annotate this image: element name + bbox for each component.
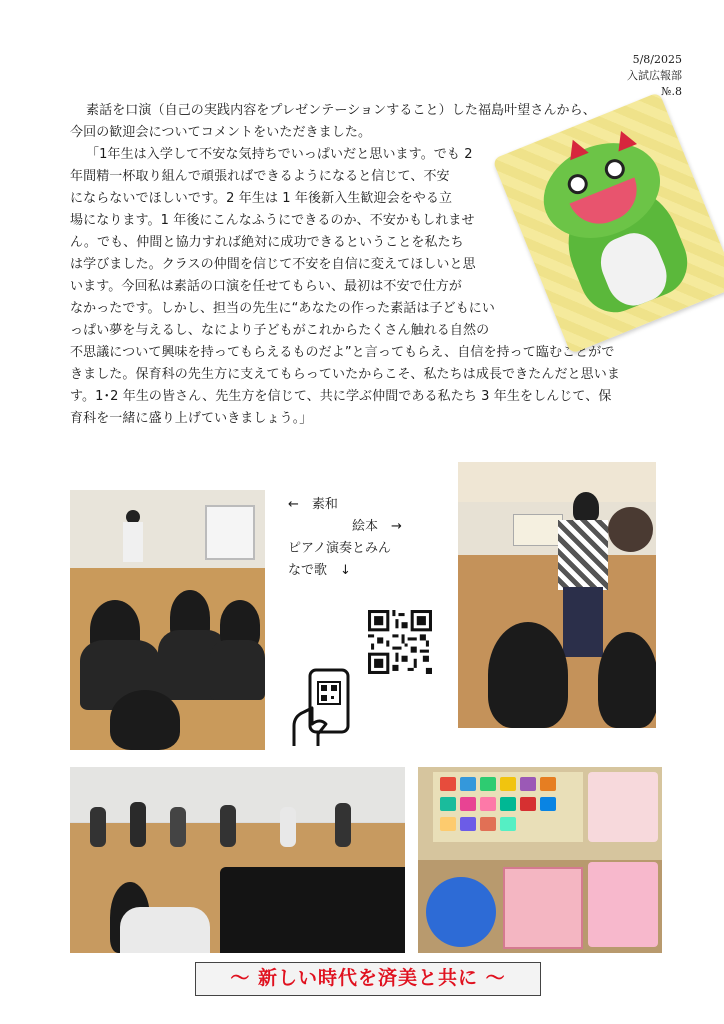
reader-hair <box>573 492 599 522</box>
slogan-banner: ～ 新しい時代を済美と共に ～ <box>195 962 541 996</box>
article-line: きました。保育科の先生方に支えてもらっていたからこそ、私たちは成長できたんだと思いま <box>70 367 620 382</box>
felt-book <box>588 862 658 947</box>
felt-patch <box>500 797 516 811</box>
article-line: 今回の歓迎会についてコメントをいただきました。 <box>70 125 372 140</box>
issue-number: №.8 <box>661 85 682 98</box>
qr-code-icon[interactable] <box>368 610 432 674</box>
felt-patch <box>500 817 516 831</box>
felt-patch <box>480 797 496 811</box>
phone-scan-icon <box>288 668 358 748</box>
felt-patch <box>540 777 556 791</box>
photo-wall <box>70 767 405 822</box>
photo-piano-singing <box>70 767 405 953</box>
caption-line: ← 素和 <box>288 497 338 512</box>
article-line: ん。でも、仲間と協力すれば絶対に成功できるということを私たち <box>70 235 464 250</box>
felt-patch <box>480 777 496 791</box>
singer <box>130 802 146 847</box>
felt-patch <box>440 777 456 791</box>
felt-patch <box>440 797 456 811</box>
student-silhouette <box>210 640 265 700</box>
caption-line: ピアノ演奏とみん <box>288 541 391 556</box>
felt-patch <box>440 817 456 831</box>
article-line: 「1年生は入学して不安な気持ちでいっぱいだと思います。でも 2 <box>86 147 473 162</box>
issue-date: 5/8/2025 <box>632 53 682 66</box>
student-silhouette <box>598 632 656 728</box>
photo-handmade-toys <box>418 767 662 953</box>
felt-patch <box>460 797 476 811</box>
felt-patch <box>520 797 536 811</box>
felt-patch <box>540 797 556 811</box>
article-line: 不思議について興味を持ってもらえるものだよ”と言ってもらえ、自信を持って臨むことがで <box>70 345 615 360</box>
article-line: 素話を口演（自己の実践内容をプレゼンテーションすること）した福島叶望さんから、 <box>86 103 596 118</box>
singer <box>335 803 351 847</box>
felt-item <box>588 772 658 842</box>
whiteboard <box>205 505 255 560</box>
student-silhouette <box>488 622 568 728</box>
pianist-body <box>120 907 210 953</box>
felt-patch <box>460 777 476 791</box>
felt-patch <box>520 777 536 791</box>
drum <box>608 507 653 552</box>
caption-line: なで歌 ↓ <box>288 563 351 578</box>
reader-legs <box>563 587 603 657</box>
article-line: にならないでほしいです。2 年生は 1 年後新入生歓迎会をやる立 <box>70 191 453 206</box>
article-line: 場になります。1 年後にこんなふうにできるのか、不安かもしれませ <box>70 213 475 228</box>
article-line: っぱい夢を与えるし、なにより子どもがこれからたくさん触れる自然の <box>70 323 490 338</box>
photo-caption <box>288 494 428 582</box>
article-line: 年間精一杯取り組んで頑張ればできるようになると信じて、不安 <box>70 169 450 184</box>
singer <box>90 807 106 847</box>
reader-apron <box>558 520 608 590</box>
speaker-body <box>123 522 143 562</box>
singer <box>220 805 236 847</box>
felt-patch <box>480 817 496 831</box>
article-line: います。今回私は素話の口演を任せてもらい、最初は不安で仕方が <box>70 279 462 294</box>
article-line: なかったです。しかし、担当の先生に“あなたの作った素話は子どもにい <box>70 301 495 316</box>
article-line: 育科を一緒に盛り上げていきましょう。」 <box>70 411 313 426</box>
article-line: は学びました。クラスの仲間を信じて不安を自信に変えてほしいと思 <box>70 257 476 272</box>
article-line: す。1･2 年生の皆さん、先生方を信じて、共に学ぶ仲間である私たち 3 年生をしんじて、保 <box>70 389 612 404</box>
photo-storytelling <box>70 490 265 750</box>
student-silhouette <box>110 690 180 750</box>
photo-picture-book <box>458 462 656 728</box>
picture-book <box>513 514 563 546</box>
singer <box>170 807 186 847</box>
singer <box>280 807 296 847</box>
photo-wall <box>458 462 656 502</box>
department-name: 入試広報部 <box>627 69 682 82</box>
caption-line: 絵本 → <box>352 519 402 534</box>
felt-patch <box>460 817 476 831</box>
felt-plate <box>426 877 496 947</box>
grand-piano <box>220 867 405 953</box>
newsletter-header <box>627 52 682 100</box>
number-felt-board <box>503 867 583 949</box>
felt-patch <box>500 777 516 791</box>
